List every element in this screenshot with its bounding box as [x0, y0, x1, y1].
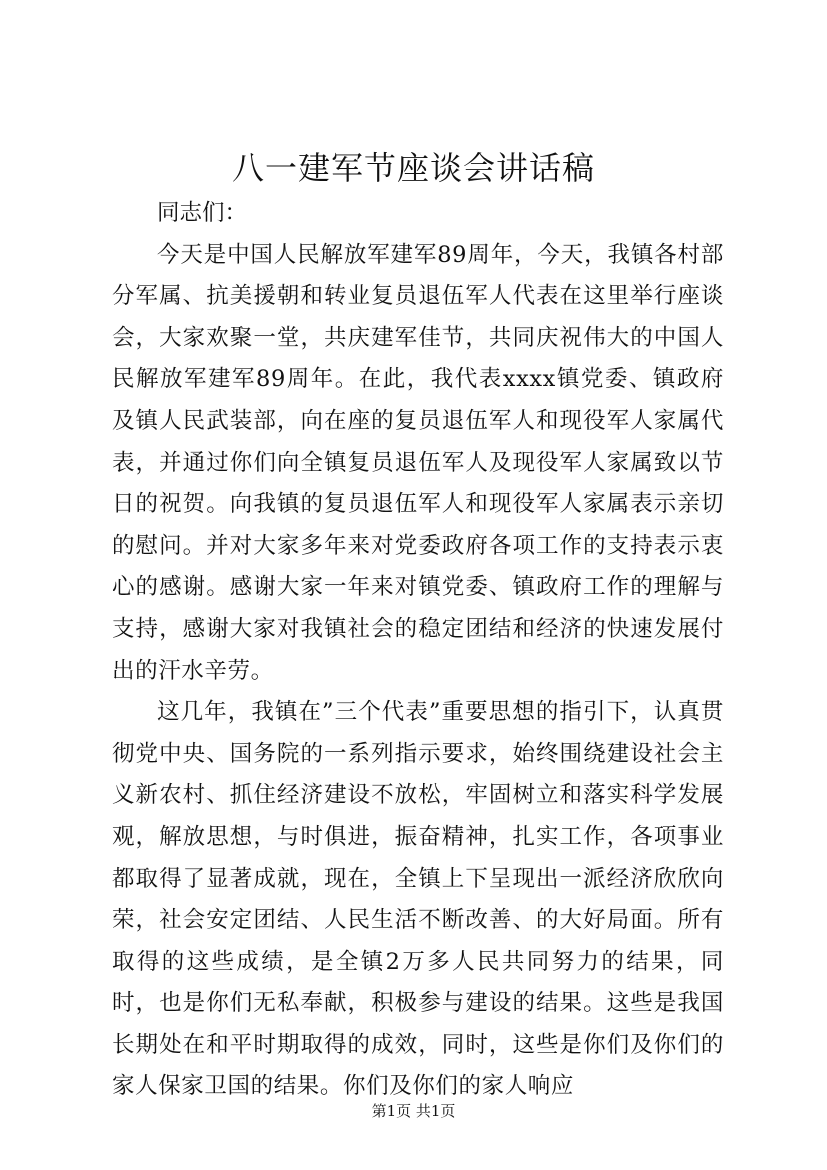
page-number-footer: 第1页 共1页	[371, 1102, 456, 1120]
paragraph-2: 这几年，我镇在”三个代表”重要思想的指引下，认真贯彻党中央、国务院的一系列指示要求，始终围绕建设社会主义新农村、抓住经济建设不放松，牢固树立和落实科学发展观，解放思想，与时俱进，振奋精神，扎实工作，各项事业都取得了显著成就，现在，全镇上下呈现出一派经济欣欣向荣，社会安定团结、人民生活不断改善、的大好局面。所有取得的这些成绩，是全镇2万多人民共同努力的结果，同时，也是你们无私奉献，积极参与建设的结果。这些是我国长期处在和平时期取得的成效，同时，这些是你们及你们的家人保家卫国的结果。你们及你们的家人响应	[112, 699, 724, 1100]
document-body	[112, 193, 724, 1108]
paragraph-1: 今天是中国人民解放军建军89周年，今天，我镇各村部分军属、抗美援朝和转业复员退伍军人代表在这里举行座谈会，大家欢聚一堂，共庆建军佳节，共同庆祝伟大的中国人民解放军建军89周年。在此，我代表xxxx镇党委、镇政府及镇人民武装部，向在座的复员退伍军人和现役军人家属代表，并通过你们向全镇复员退伍军人及现役军人家属致以节日的祝贺。向我镇的复员退伍军人和现役军人家属表示亲切的慰问。并对大家多年来对党委政府各项工作的支持表示衷心的感谢。感谢大家一年来对镇党委、镇政府工作的理解与支持，感谢大家对我镇社会的稳定团结和经济的快速发展付出的汗水辛劳。	[112, 241, 724, 684]
salutation: 同志们：	[157, 200, 248, 226]
document-title: 八一建军节座谈会讲话稿	[231, 149, 595, 187]
